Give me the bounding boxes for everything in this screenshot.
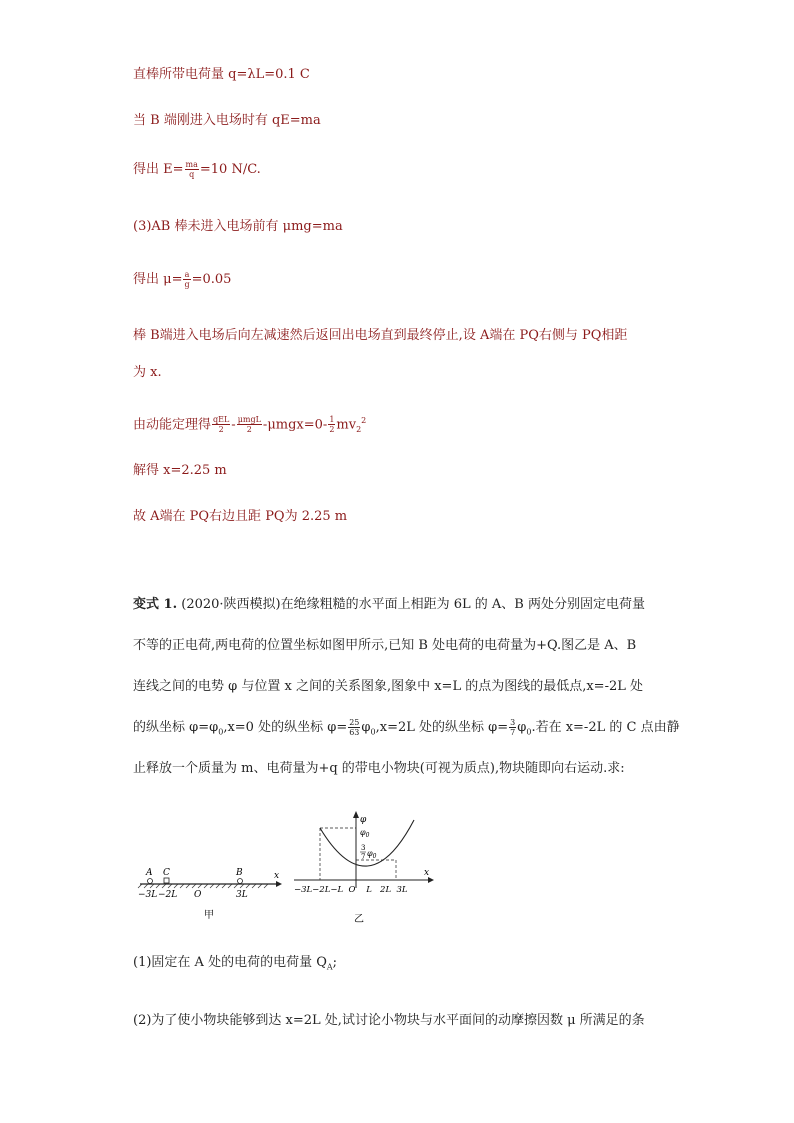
figure-jia-label-a: A [146,868,153,878]
figure-yi-label-phi: φ [360,815,367,825]
problem-line-5: 止释放一个质量为 m、电荷量为+q 的带电小物块(可视为质点),物块随即向右运动.求: [133,761,625,776]
figure-yi-label-phi0: $\varphi_0$ [360,828,370,839]
potential-curve [320,820,414,866]
figure-yi-y-arrow [353,811,359,818]
problem-line-1: 变式 1. (2020·陕西模拟)在绝缘粗糙的水平面上相距为 6L 的 A、B 两处分别固定电荷量 [133,597,645,612]
problem-line-2: 不等的正电荷,两电荷的位置坐标如图甲所示,已知 B 处电荷的电荷量为+Q.图乙是 A、B [133,638,637,653]
figure-jia-label-c: C [163,868,170,878]
figure-yi-label-x: x [424,868,430,878]
solution-result-line: 解得 x=2.25 m [133,463,227,478]
figure-jia-arrow [276,881,282,887]
problem-line-3: 连线之间的电势 φ 与位置 x 之间的关系图象,图象中 x=L 的点为图线的最低点,x=-2L 处 [133,679,644,694]
problem-line-4: 的纵坐标 $\varphi=\varphi_0,x=0$ 处的纵坐标 φ= $\frac{25}{63}$ $\varphi_0,x=2L$ 处的纵坐标 φ= $\frac{3}{7}$ $\varphi_0$.若在 x=-2L 的 C 点由静 [133,718,680,737]
solution-force-line: 当 B 端刚进入电场时有 qE=ma [133,113,321,128]
figure-jia-label-b: B [236,868,243,878]
solution-energy-line: 由动能定理得 $\frac{\text{qEL}}{2}$ - $\frac{\text{μmgL}}{2}$ -μmgx=0- $\frac{1}{2}$ $mv_2^2$ [133,415,367,435]
solution-mu-line: 得出 μ= $\frac{a}{g}$ =0.05 [133,270,232,289]
figure-yi-frac-den: 7 [361,853,366,861]
figure-jia-tick-3l: 3L [236,890,248,900]
solution-part3-line: (3)AB 棒未进入电场前有 μmg=ma [133,219,343,234]
figure-jia-caption: 甲 [204,910,214,921]
figure-jia-tick-m2l: −2L [158,890,178,900]
block-c [164,878,169,883]
figure-jia-tick-m3l: −3L [138,890,158,900]
figure-jia-label-x: x [274,871,280,881]
figure-yi-caption: 乙 [354,914,364,925]
solution-conclusion-line: 故 A端在 PQ右边且距 PQ为 2.25 m [133,509,348,524]
figure-yi-frac-phi: $\varphi_0$ [367,849,377,860]
charge-a-dot [148,879,153,884]
figure-yi-guides [320,828,396,880]
figure-yi-ticks: −3L−2L−L O L 2L 3L [294,885,408,895]
figure-jia [136,860,286,930]
problem-label: 变式 1. [133,597,178,612]
figure-jia-tick-o: O [194,890,202,900]
question-1: (1)固定在 A 处的电荷的电荷量 $Q_A$; [133,955,338,972]
figure-yi [290,808,440,928]
solution-charge-line: 直棒所带电荷量 q=λL=0.1 C [133,67,310,82]
charge-b-dot [238,879,243,884]
solution-motion-line-2: 为 x. [133,365,162,380]
solution-field-line: 得出 E= $\frac{ma}{q}$ =10 N/C. [133,160,261,179]
solution-motion-line: 棒 B端进入电场后向左减速然后返回出电场直到最终停止,设 A端在 PQ右侧与 PQ相距 [133,328,628,343]
figure-yi-frac-num: 3 [361,844,366,852]
question-2: (2)为了使小物块能够到达 x=2L 处,试讨论小物块与水平面间的动摩擦因数 μ 所满足的条 [133,1013,645,1028]
